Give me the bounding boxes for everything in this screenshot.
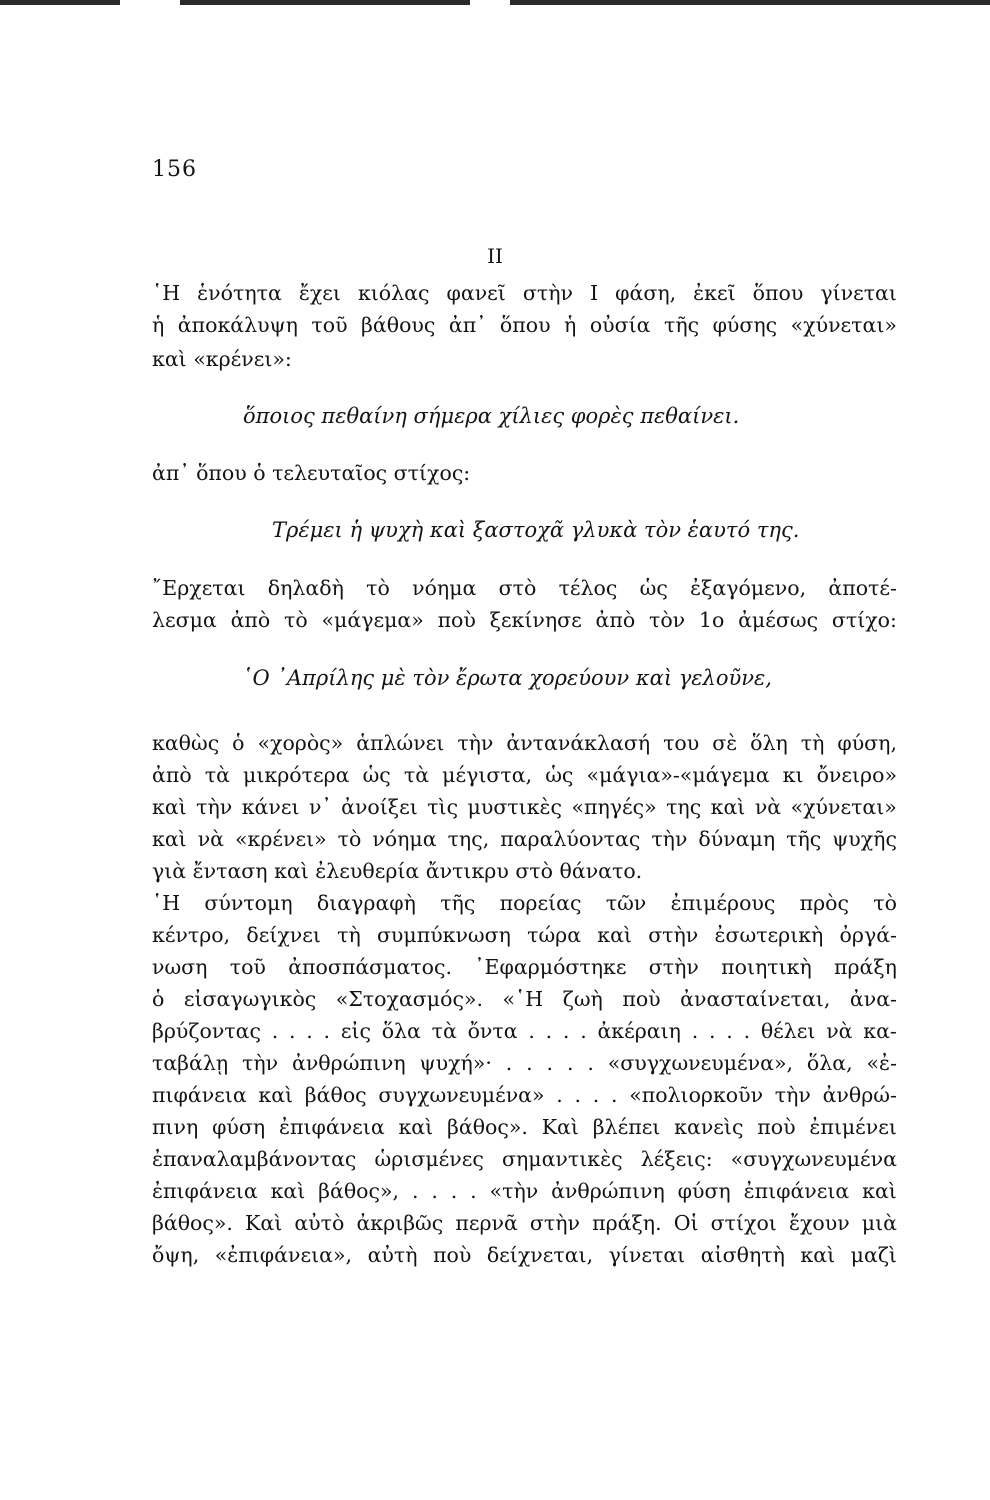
word: πιφάνεια xyxy=(152,1083,247,1107)
word: γίνεται xyxy=(608,1243,686,1267)
word: . xyxy=(726,1019,733,1043)
word: . xyxy=(546,1051,554,1075)
word: τὴν xyxy=(457,731,494,755)
word: «Στοχασμός». xyxy=(335,987,483,1011)
word: ὡς xyxy=(545,763,574,787)
word: ἔχουν xyxy=(788,1211,850,1235)
word: . xyxy=(271,1019,279,1043)
word: «πολιορκοῦν xyxy=(629,1083,764,1107)
word: ἀποσπάσματος. xyxy=(288,955,452,979)
word: ποὺ xyxy=(622,987,661,1011)
paragraph-4-line-5 xyxy=(152,1021,897,1042)
word: φάση, xyxy=(615,281,677,305)
word: βάθος». xyxy=(447,1115,528,1139)
word: φύση, xyxy=(837,731,897,755)
word: φύση xyxy=(212,1115,266,1139)
paragraph-3-line-5: γιὰ ἔνταση καὶ ἐλευθερία ἄντικρυ στὸ θάνατο. xyxy=(152,859,643,883)
word: περνᾶ xyxy=(455,1211,518,1235)
word: διαγραφὴ xyxy=(316,891,416,915)
word: ἀπὸ xyxy=(595,608,636,632)
word: καὶ xyxy=(398,1115,434,1139)
word: ἀπὸ xyxy=(152,763,192,787)
word: πορείας xyxy=(499,891,582,915)
word: λέξεις: xyxy=(640,1147,713,1171)
word: νὰ xyxy=(754,795,782,819)
word: ἀνα- xyxy=(849,987,897,1011)
paragraph-1-line-2 xyxy=(152,315,897,336)
word: τὰ xyxy=(431,1019,457,1043)
word: ἡ xyxy=(152,313,165,337)
word: τοῦ xyxy=(311,313,348,337)
word: . xyxy=(610,1083,618,1107)
verse-quote-3: ῾Ο ᾽Απρίλης μὲ τὸν ἔρωτα χορεύουν καὶ γελοῦνε, xyxy=(242,666,772,690)
word: . xyxy=(587,1051,594,1075)
word: ξεκίνησε xyxy=(489,608,582,632)
word: ἀκριβῶς xyxy=(356,1211,444,1235)
word: δηλαδὴ xyxy=(267,576,344,600)
section-heading: II xyxy=(487,244,503,268)
word: τὴ xyxy=(337,923,361,947)
word: στίχοι xyxy=(710,1211,777,1235)
word: Καὶ xyxy=(245,1211,283,1235)
paragraph-4-line-9 xyxy=(152,1149,897,1170)
word: . xyxy=(566,1051,574,1075)
word: κι xyxy=(782,763,804,787)
word: ῾Η xyxy=(152,281,181,305)
word: ποὺ xyxy=(437,608,476,632)
word: «συγχωνευμένα», xyxy=(607,1051,794,1075)
word: στὴν xyxy=(529,1211,581,1235)
word: ὁ xyxy=(232,731,245,755)
word: τὴν xyxy=(196,795,233,819)
word: της, xyxy=(447,827,490,851)
word: I xyxy=(589,281,599,305)
word: φύση xyxy=(677,1179,731,1203)
word: ἀμέσως xyxy=(738,608,819,632)
word: . xyxy=(470,1179,477,1203)
word: τώρα xyxy=(527,923,582,947)
word: νόημα xyxy=(412,576,477,600)
word: στὴν xyxy=(648,955,699,979)
word: ἀνθρώ- xyxy=(822,1083,897,1107)
word: «τὴν xyxy=(489,1179,539,1203)
word: τὴν xyxy=(651,827,688,851)
word: ὅλη xyxy=(750,731,788,755)
word: καὶ xyxy=(800,1243,836,1267)
word: . xyxy=(691,1019,699,1043)
word: στὴν xyxy=(522,281,573,305)
paragraph-4-line-4 xyxy=(152,989,897,1010)
word: αὐτὸ xyxy=(294,1211,345,1235)
word: τὸν xyxy=(648,608,686,632)
word: ὅπου xyxy=(499,313,551,337)
word: νωση xyxy=(152,955,208,979)
word: τὴν xyxy=(774,1083,811,1107)
word: βάθος xyxy=(304,1083,367,1107)
word: τὴ xyxy=(800,731,825,755)
word: σημαντικὲς xyxy=(501,1147,623,1171)
word: αἰσθητὴ xyxy=(700,1243,785,1267)
word: κάνει xyxy=(241,795,300,819)
word: . xyxy=(709,1019,716,1043)
word: ἔχει xyxy=(298,281,341,305)
paragraph-4-line-12 xyxy=(152,1245,897,1266)
word: ἐπιφάνεια xyxy=(278,1115,385,1139)
paragraph-4-line-2 xyxy=(152,925,897,946)
paragraph-4-line-3 xyxy=(152,957,897,978)
word: . xyxy=(528,1019,535,1043)
word: ὅλα, xyxy=(806,1051,853,1075)
word: ὄντα xyxy=(467,1019,518,1043)
word: κιόλας xyxy=(357,281,430,305)
word: συμπύκνωση xyxy=(376,923,511,947)
word: ποὺ xyxy=(433,1243,472,1267)
word: ἀνθρώπινη xyxy=(551,1179,665,1203)
word: μιὰ xyxy=(861,1211,897,1235)
word: στὸ xyxy=(498,576,537,600)
word: τοῦ xyxy=(229,955,266,979)
word: ἐπιφάνεια xyxy=(152,1179,258,1203)
word: ὀργά- xyxy=(839,923,897,947)
word: «ἐπιφάνεια», xyxy=(214,1243,353,1267)
page-number: 156 xyxy=(152,157,197,182)
word: . xyxy=(580,1019,587,1043)
word: φύσης xyxy=(712,313,778,337)
word: εἰς xyxy=(340,1019,371,1043)
word: . xyxy=(574,1083,582,1107)
word: θέλει xyxy=(760,1019,816,1043)
word: ἀκέραιη xyxy=(597,1019,681,1043)
word: ἁπλώνει xyxy=(356,731,445,755)
word: . xyxy=(306,1019,313,1043)
word: . xyxy=(592,1083,600,1107)
word: ἀντανάκλασή xyxy=(506,731,651,755)
word: καὶ xyxy=(862,1179,897,1203)
word: καὶ xyxy=(258,1083,294,1107)
paragraph-3-line-2 xyxy=(152,765,897,786)
word: πράξη. xyxy=(592,1211,662,1235)
word: Καὶ xyxy=(541,1115,579,1139)
word: ὡς xyxy=(362,763,391,787)
paragraph-2-line-1 xyxy=(152,578,897,599)
paragraph-4-line-10 xyxy=(152,1181,897,1202)
word: στὴν xyxy=(648,923,699,947)
word: . xyxy=(288,1019,296,1043)
word: καὶ xyxy=(710,795,746,819)
word: ὄνειρο» xyxy=(816,763,897,787)
paragraph-4-line-6 xyxy=(152,1053,897,1074)
word: . xyxy=(556,1083,563,1107)
word: στίχο: xyxy=(831,608,897,632)
word: ἀποτέ- xyxy=(828,576,897,600)
word: κέντρο, xyxy=(152,923,231,947)
page-top-edge-gap xyxy=(470,0,510,5)
word: κα- xyxy=(863,1019,897,1043)
word: μέγιστα, xyxy=(442,763,533,787)
word: ἀποκάλυψη xyxy=(177,313,298,337)
word: ἀνθρώπινη xyxy=(292,1051,406,1075)
word: νὰ xyxy=(197,827,224,851)
paragraph-4-line-11 xyxy=(152,1213,897,1234)
word: ταβάλῃ xyxy=(152,1051,229,1075)
word: τῶν xyxy=(605,891,647,915)
paragraph-2-line-2 xyxy=(152,610,897,631)
word: ἀνοίξει xyxy=(341,795,418,819)
word: μαζὶ xyxy=(850,1243,897,1267)
word: τὸ xyxy=(284,608,308,632)
word: τέλος xyxy=(558,576,618,600)
word: τὸ xyxy=(873,891,897,915)
word: δείχνει xyxy=(246,923,321,947)
word: «κρένει» xyxy=(234,827,327,851)
word: του xyxy=(663,731,700,755)
word: σύντομη xyxy=(204,891,293,915)
word: «πηγές» xyxy=(571,795,657,819)
word: ἀπ᾽ xyxy=(448,313,487,337)
word: ἡ xyxy=(564,313,577,337)
word: . xyxy=(743,1019,751,1043)
word: . xyxy=(323,1019,331,1043)
word: ψυχή»· xyxy=(419,1051,492,1075)
word: λεσμα xyxy=(152,608,217,632)
verse-quote-1: ὅποιος πεθαίνη σήμερα χίλιες φορὲς πεθαίνει. xyxy=(243,404,740,428)
word: εἰσαγωγικὸς xyxy=(183,987,317,1011)
word: τὴν xyxy=(242,1051,279,1075)
word: . xyxy=(450,1179,458,1203)
word: φανεῖ xyxy=(446,281,506,305)
word: ὅλα xyxy=(381,1019,421,1043)
word: ποιητικὴ xyxy=(721,955,812,979)
word: νόημα xyxy=(372,827,437,851)
word: πινη xyxy=(152,1115,199,1139)
word: τῆς xyxy=(440,891,476,915)
word: παραλύοντας xyxy=(500,827,641,851)
word: ὡς xyxy=(639,576,668,600)
word: αὐτὴ xyxy=(367,1243,418,1267)
word: οὐσία xyxy=(589,313,651,337)
word: ὡρισμένες xyxy=(374,1147,484,1171)
word: σὲ xyxy=(712,731,738,755)
word: καὶ xyxy=(597,923,632,947)
word: ἀπὸ xyxy=(230,608,271,632)
word: ᾽Εφαρμόστηκε xyxy=(474,955,627,979)
paragraph-1-line-3: καὶ «κρένει»: xyxy=(152,347,292,371)
word: τὸ xyxy=(337,827,362,851)
word: γίνεται xyxy=(820,281,897,305)
word: «χορὸς» xyxy=(257,731,344,755)
word: βάθος», xyxy=(318,1179,400,1203)
word: τῆς xyxy=(663,313,700,337)
word: ἐπιμένει xyxy=(809,1115,897,1139)
word: ῎Ερχεται xyxy=(152,576,246,600)
word: «συγχωνευμένα xyxy=(730,1147,897,1171)
word: δείχνεται, xyxy=(486,1243,594,1267)
word: βάθος». xyxy=(152,1211,233,1235)
word: ῾Η xyxy=(152,891,181,915)
word: της xyxy=(666,795,702,819)
word: «ἐ- xyxy=(866,1051,897,1075)
word: «χύνεται» xyxy=(790,313,897,337)
word: «῾Η xyxy=(502,987,544,1011)
word: κανεὶς xyxy=(674,1115,744,1139)
word: μυστικὲς xyxy=(467,795,562,819)
word: καθὼς xyxy=(152,731,220,755)
word: δύναμη xyxy=(698,827,776,851)
word: Οἱ xyxy=(673,1211,699,1235)
word: ποὺ xyxy=(757,1115,796,1139)
word: νὰ xyxy=(826,1019,853,1043)
word: πρὸς xyxy=(799,891,849,915)
word: καὶ xyxy=(270,1179,306,1203)
word: καὶ xyxy=(152,827,187,851)
word: πράξη xyxy=(834,955,897,979)
paragraph-3-line-4 xyxy=(152,829,897,850)
paragraph-1-line-1 xyxy=(152,283,897,304)
word: «μάγεμα» xyxy=(321,608,424,632)
word: ὁ xyxy=(152,987,165,1011)
word: ἐπιμέρους xyxy=(670,891,776,915)
verse-quote-2: Τρέμει ἡ ψυχὴ καὶ ξαστοχᾶ γλυκὰ τὸν ἑαυτό της. xyxy=(272,518,800,542)
word: συγχωνευμένα» xyxy=(378,1083,545,1107)
paragraph-3-line-1 xyxy=(152,733,897,754)
word: ἀνασταίνεται, xyxy=(680,987,831,1011)
intro-line-2: ἀπ᾽ ὅπου ὁ τελευταῖος στίχος: xyxy=(152,461,471,485)
word: . xyxy=(505,1051,513,1075)
word: ἑνότητα xyxy=(197,281,282,305)
word: «χύνεται» xyxy=(790,795,897,819)
paragraph-4-line-7 xyxy=(152,1085,897,1106)
word: . xyxy=(411,1179,419,1203)
word: βλέπει xyxy=(592,1115,661,1139)
word: τὰ xyxy=(403,763,430,787)
word: ὄψη, xyxy=(152,1243,200,1267)
word: καὶ xyxy=(152,795,187,819)
word: τῆς xyxy=(786,827,822,851)
word: βάθους xyxy=(361,313,436,337)
word: ἐσωτερικὴ xyxy=(714,923,824,947)
word: 1ο xyxy=(698,608,725,632)
word: ἐπαναλαμβάνοντας xyxy=(152,1147,357,1171)
word: ζωὴ xyxy=(562,987,603,1011)
word: . xyxy=(562,1019,570,1043)
word: «μάγια»-«μάγεμα xyxy=(586,763,770,787)
word: . xyxy=(526,1051,533,1075)
paragraph-4-line-1 xyxy=(152,893,897,914)
word: ψυχῆς xyxy=(832,827,897,851)
word: ἐξαγόμενο, xyxy=(690,576,807,600)
word: . xyxy=(545,1019,553,1043)
word: βρύζοντας xyxy=(152,1019,261,1043)
word: . xyxy=(431,1179,438,1203)
word: ὅπου xyxy=(752,281,804,305)
word: μικρότερα xyxy=(243,763,350,787)
word: ἐκεῖ xyxy=(693,281,736,305)
word: ν᾽ xyxy=(308,795,332,819)
word: ἐπιφάνεια xyxy=(743,1179,850,1203)
paragraph-4-line-8 xyxy=(152,1117,897,1138)
word: τὸ xyxy=(366,576,390,600)
paragraph-3-line-3 xyxy=(152,797,897,818)
word: τὰ xyxy=(204,763,230,787)
page-top-edge-gap xyxy=(120,0,180,5)
word: τὶς xyxy=(427,795,459,819)
